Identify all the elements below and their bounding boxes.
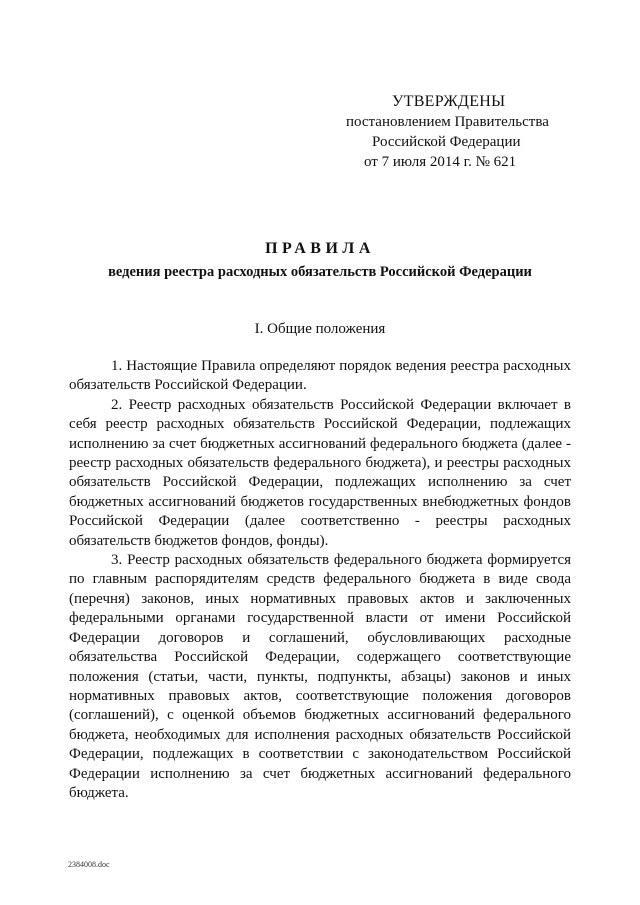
approval-stamp (330, 92, 570, 172)
document-file-code: 2384008.doc (68, 860, 110, 869)
approval-line-3: от 7 июля 2014 г. № 621 (364, 154, 517, 170)
approval-heading: УТВЕРЖДЕНЫ (392, 93, 506, 110)
paragraph-1: 1. Настоящие Правила определяют порядок ведения реестра расходных обязательств Российской Федерации. (69, 358, 571, 394)
document-body (69, 357, 571, 803)
approval-line-1: постановлением Правительства (346, 114, 549, 130)
document-subtitle: ведения реестра расходных обязательств Российской Федерации (108, 264, 532, 280)
section-heading: I. Общие положения (254, 321, 386, 337)
document-title: ПРАВИЛА (265, 240, 375, 257)
paragraph-2: 2. Реестр расходных обязательств Российской Федерации включает в себя реестр расходных обязательств Российской Федерации, подлежащих исполнению за счет бюджетных ассигнований федерального бюджета (далее - реестр расходных обязательств федерального бюджета), и реестры расходных обязательств Российской Федерации, подлежащих исполнению за счет бюджетных ассигнований бюджетов государственных внебюджетных фондов Российской Федерации (далее соответственно - реестры расходных обязательств бюджетов фондов, фонды). (69, 396, 571, 549)
approval-line-2: Российской Федерации (372, 134, 521, 150)
paragraph-3: 3. Реестр расходных обязательств федерального бюджета формируется по главным распорядителям средств федерального бюджета в виде свода (перечня) законов, иных нормативных правовых актов и заключенных федеральными органами государственной власти от имени Российской Федерации договоров и соглашений, обусловливающих расходные обязательства Российской Федерации, содержащего соответствующие положения (статьи, части, пункты, подпункты, абзацы) законов и иных нормативных правовых актов, соответствующие положения договоров (соглашений), с оценкой объемов бюджетных ассигнований федерального бюджета, необходимых для исполнения расходных обязательств Российской Федерации, подлежащих в соответствии с законодательством Российской Федерации исполнению за счет бюджетных ассигнований федерального бюджета. (69, 552, 571, 801)
